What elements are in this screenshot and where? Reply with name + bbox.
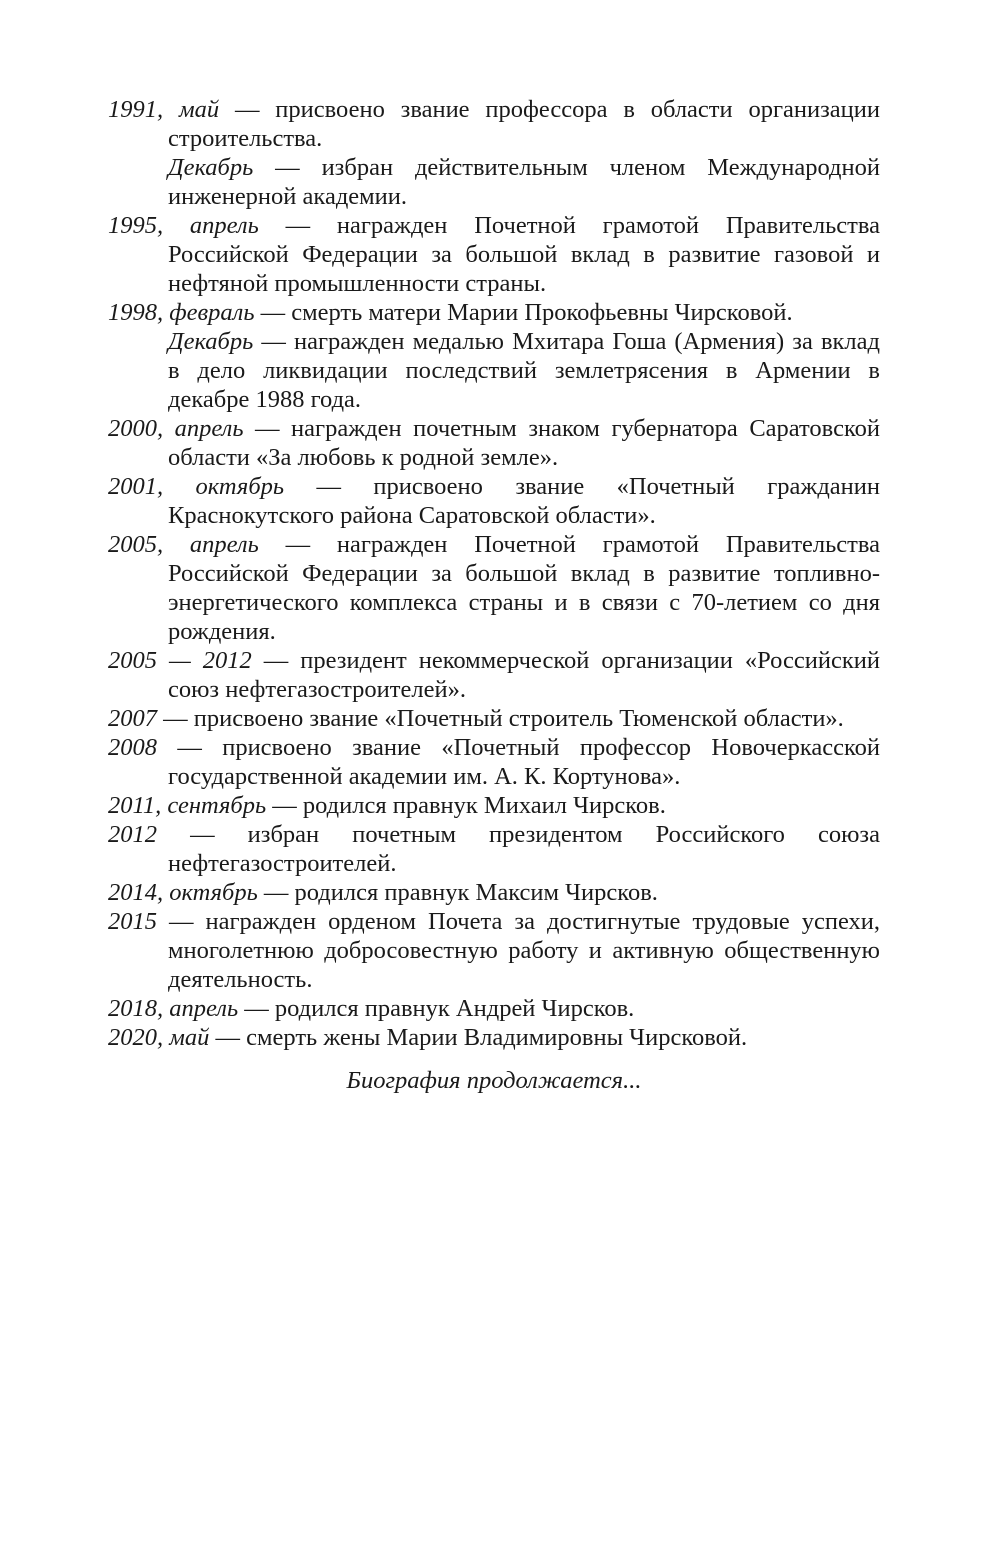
entry-text: — награжден почетным знаком губернатора Саратовской области «За любовь к родной земле». bbox=[168, 415, 880, 471]
chronology-entry bbox=[108, 646, 880, 704]
entry-text: — избран почетным президентом Российского союза нефтегазостроителей. bbox=[157, 821, 880, 877]
entry-text: — президент некоммерческой организации «Российский союз нефтегазостроителей». bbox=[168, 647, 880, 703]
entry-text: — присвоено звание «Почетный строитель Тюменской области». bbox=[157, 705, 844, 732]
entry-text: — присвоено звание «Почетный гражданин Краснокутского района Саратовской области». bbox=[168, 473, 880, 529]
entry-date: Декабрь bbox=[168, 154, 254, 181]
entry-text: — родился правнук Андрей Чирсков. bbox=[238, 995, 635, 1022]
chronology-entry bbox=[108, 298, 880, 327]
entry-text: — награжден орденом Почета за достигнутые трудовые успехи, многолетнюю добросовестную работу и активную общественную деятельность. bbox=[157, 908, 880, 993]
entry-date: 2012 bbox=[108, 821, 157, 848]
chronology-entry bbox=[108, 95, 880, 153]
chronology-list bbox=[108, 95, 880, 1052]
chronology-entry bbox=[108, 907, 880, 994]
entry-text: — награжден Почетной грамотой Правительства Российской Федерации за большой вклад в развитие газовой и нефтяной промышленности страны. bbox=[168, 212, 881, 297]
entry-text: — избран действительным членом Международной инженерной академии. bbox=[168, 154, 880, 210]
chronology-entry bbox=[108, 791, 880, 820]
entry-date: 2015 bbox=[108, 908, 157, 935]
chronology-entry bbox=[108, 472, 880, 530]
chronology-entry bbox=[108, 994, 880, 1023]
entry-text: — награжден Почетной грамотой Правительства Российской Федерации за большой вклад в развитие топливно-энергетического комплекса страны и в связи с 70-летием со дня рождения. bbox=[168, 531, 881, 645]
chronology-entry bbox=[108, 733, 880, 791]
entry-date: 2007 bbox=[108, 705, 157, 732]
entry-text: — присвоено звание «Почетный профессор Новочеркасской государственной академии им. А. К. Кортунова». bbox=[157, 734, 880, 790]
entry-date: 2008 bbox=[108, 734, 157, 761]
entry-date: 2001, октябрь bbox=[108, 473, 285, 500]
chronology-entry bbox=[108, 1023, 880, 1052]
chronology-subentry bbox=[108, 327, 880, 414]
chronology-entry bbox=[108, 414, 880, 472]
closing-line: Биография продолжается... bbox=[346, 1067, 642, 1094]
entry-text: — родился правнук Михаил Чирсков. bbox=[266, 792, 666, 819]
entry-date: 2000, апрель bbox=[108, 415, 244, 442]
entry-text: — награжден медалью Мхитара Гоша (Армения) за вклад в дело ликвидации последствий землетрясения в Армении в декабре 1988 года. bbox=[168, 328, 880, 413]
entry-date: Декабрь bbox=[168, 328, 254, 355]
entry-date: 1991, май bbox=[108, 96, 220, 123]
entry-date: 1998, февраль bbox=[108, 299, 255, 326]
chronology-entry bbox=[108, 704, 880, 733]
entry-text: — смерть жены Марии Владимировны Чирсковой. bbox=[209, 1024, 748, 1051]
entry-date: 2005 — 2012 bbox=[108, 647, 252, 674]
entry-date: 2011, сентябрь bbox=[108, 792, 267, 819]
entry-date: 2014, октябрь bbox=[108, 879, 258, 906]
entry-text: — присвоено звание профессора в области организации строительства. bbox=[168, 96, 880, 152]
chronology-subentry bbox=[108, 153, 880, 211]
chronology-entry bbox=[108, 878, 880, 907]
entry-date: 2018, апрель bbox=[108, 995, 239, 1022]
entry-date: 2020, май bbox=[108, 1024, 210, 1051]
entry-date: 2005, апрель bbox=[108, 531, 259, 558]
entry-date: 1995, апрель bbox=[108, 212, 259, 239]
chronology-entry bbox=[108, 820, 880, 878]
entry-text: — смерть матери Марии Прокофьевны Чирсковой. bbox=[254, 299, 793, 326]
chronology-entry bbox=[108, 211, 880, 298]
entry-text: — родился правнук Максим Чирсков. bbox=[257, 879, 658, 906]
chronology-entry bbox=[108, 530, 880, 646]
